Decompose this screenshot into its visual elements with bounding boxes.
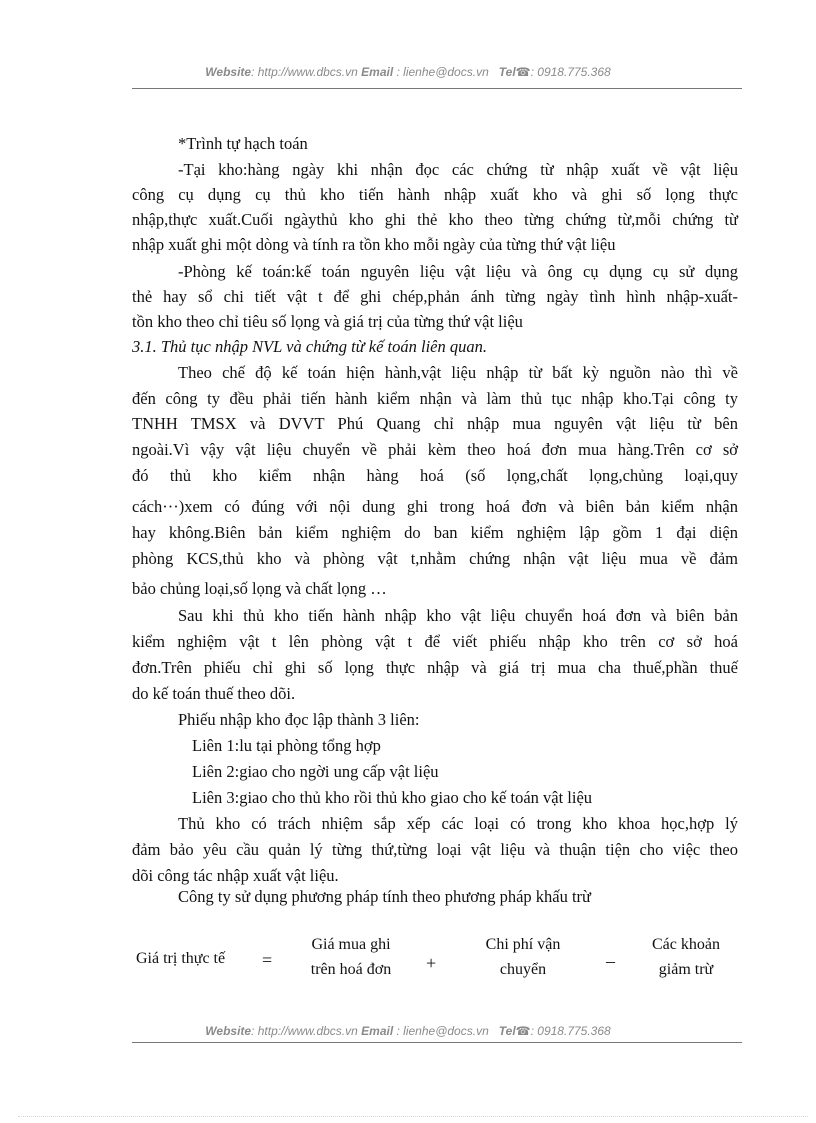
text-line: tồn kho theo chỉ tiêu số lọng và giá trị của từng thứ vật liệu: [132, 312, 523, 331]
text-line: *Trình tự hạch toán: [178, 134, 308, 153]
text-line: đảm bảo yêu cầu quản lý từng thứ,từng loại vật liệu và thuận tiện cho việc theo: [132, 840, 738, 859]
section-heading: 3.1. Thủ tục nhập NVL và chứng từ kế toán liên quan.: [132, 337, 487, 356]
email-label: Email: [361, 65, 394, 79]
equals-sign: =: [262, 950, 273, 970]
plus-sign: +: [426, 953, 437, 973]
text-line: do kế toán thuế theo dõi.: [132, 684, 296, 703]
formula-term-1: [296, 936, 406, 979]
page-footer: [0, 1024, 816, 1038]
term-1-line-1: Giá mua ghi: [311, 936, 391, 953]
text-line: -Tại kho:hàng ngày khi nhận đọc các chứng từ nhập xuất về vật liệu: [178, 160, 738, 179]
text-line: dõi công tác nhập xuất vật liệu.: [132, 866, 339, 885]
text-line: -Phòng kế toán:kế toán nguyên liệu vật liệu và ông cụ dụng cụ sử dụng: [178, 262, 738, 281]
text-line: Thủ kho có trách nhiệm sắp xếp các loại có trong kho khoa học,hợp lý: [178, 814, 738, 833]
text-line: Công ty sử dụng phương pháp tính theo phương pháp khấu trừ: [178, 887, 591, 906]
page-header: [0, 65, 816, 79]
formula-lhs: Giá trị thực tế: [136, 950, 226, 967]
website-value: : http://www.dbcs.vn: [251, 1024, 358, 1038]
text-line: hay không.Biên bản kiểm nghiệm do ban kiểm nghiệm lập gồm 1 đại diện: [132, 523, 738, 542]
page-bottom-divider: [18, 1116, 808, 1117]
text-line: công cụ dụng cụ thủ kho tiến hành nhập xuất kho và ghi số lọng thực: [132, 185, 738, 204]
list-item: Liên 2:giao cho ngời ung cấp vật liệu: [192, 762, 439, 781]
tel-value: ☎: 0918.775.368: [515, 65, 611, 79]
text-line: phòng KCS,thủ kho và phòng vật t,nhằm chứng nhận vật liệu mua về đảm: [132, 549, 738, 568]
email-value: : lienhe@docs.vn: [393, 1024, 489, 1038]
minus-sign: –: [606, 951, 615, 971]
term-3-line-2: giảm trừ: [658, 961, 714, 978]
formula-term-3: [636, 936, 736, 979]
text-line: Phiếu nhập kho đọc lập thành 3 liên:: [178, 710, 420, 729]
text-line: bảo chủng loại,số lọng và chất lọng …: [132, 579, 387, 598]
text-line: đến công ty đều phải tiến hành kiểm nhận và làm thủ tục nhập kho.Tại công ty: [132, 389, 738, 408]
text-line: kiểm nghiệm vật t lên phòng vật t để viết phiếu nhập kho trên cơ sở hoá: [132, 632, 738, 651]
term-2-line-2: chuyển: [499, 961, 547, 978]
formula-term-2: [468, 936, 578, 979]
text-line: cách···)xem có đúng với nội dung ghi trong hoá đơn và biên bản kiểm nhận: [132, 497, 738, 516]
text-line: ngoài.Vì vậy vật liệu chuyển về phải kèm theo hoá đơn mua hàng.Trên cơ sở: [132, 440, 738, 459]
term-1-line-2: trên hoá đơn: [310, 961, 392, 978]
email-label: Email: [361, 1024, 394, 1038]
tel-label: Tel: [498, 1024, 516, 1038]
tel-value: ☎: 0918.775.368: [515, 1024, 611, 1038]
tel-label: Tel: [498, 65, 516, 79]
term-3-line-1: Các khoản: [652, 936, 720, 953]
term-2-line-1: Chi phí vận: [485, 936, 561, 953]
email-value: : lienhe@docs.vn: [393, 65, 489, 79]
website-label: Website: [205, 1024, 252, 1038]
text-line: thẻ hay sổ chi tiết vật t để ghi chép,phản ánh từng ngày tình hình nhập-xuất-: [132, 287, 738, 306]
text-line: Sau khi thủ kho tiến hành nhập kho vật liệu chuyển hoá đơn và biên bản: [178, 606, 738, 625]
text-line: nhập,thực xuất.Cuối ngàythủ kho ghi thẻ kho theo từng chứng từ,mỗi chứng từ: [132, 210, 738, 229]
list-item: Liên 3:giao cho thủ kho rồi thủ kho giao cho kế toán vật liệu: [192, 788, 593, 807]
list-item: Liên 1:lu tại phòng tổng hợp: [192, 736, 381, 755]
text-line: đó thủ kho kiểm nhận hàng hoá (số lọng,chất lọng,chủng loại,quy: [132, 466, 738, 485]
header-rule: [132, 88, 742, 89]
text-line: đơn.Trên phiếu chỉ ghi số lọng thực nhập và giá trị mua cha thuế,phần thuế: [132, 658, 738, 677]
website-value: : http://www.dbcs.vn: [251, 65, 358, 79]
website-label: Website: [205, 65, 252, 79]
text-line: nhập xuất ghi một dòng và tính ra tồn kho mỗi ngày của từng thứ vật liệu: [132, 235, 616, 254]
footer-rule: [132, 1042, 742, 1043]
text-line: Theo chế độ kế toán hiện hành,vật liệu nhập từ bất kỳ nguồn nào thì về: [178, 363, 738, 382]
text-line: TNHH TMSX và DVVT Phú Quang chỉ nhập mua nguyên vật liệu từ bên: [132, 414, 738, 433]
